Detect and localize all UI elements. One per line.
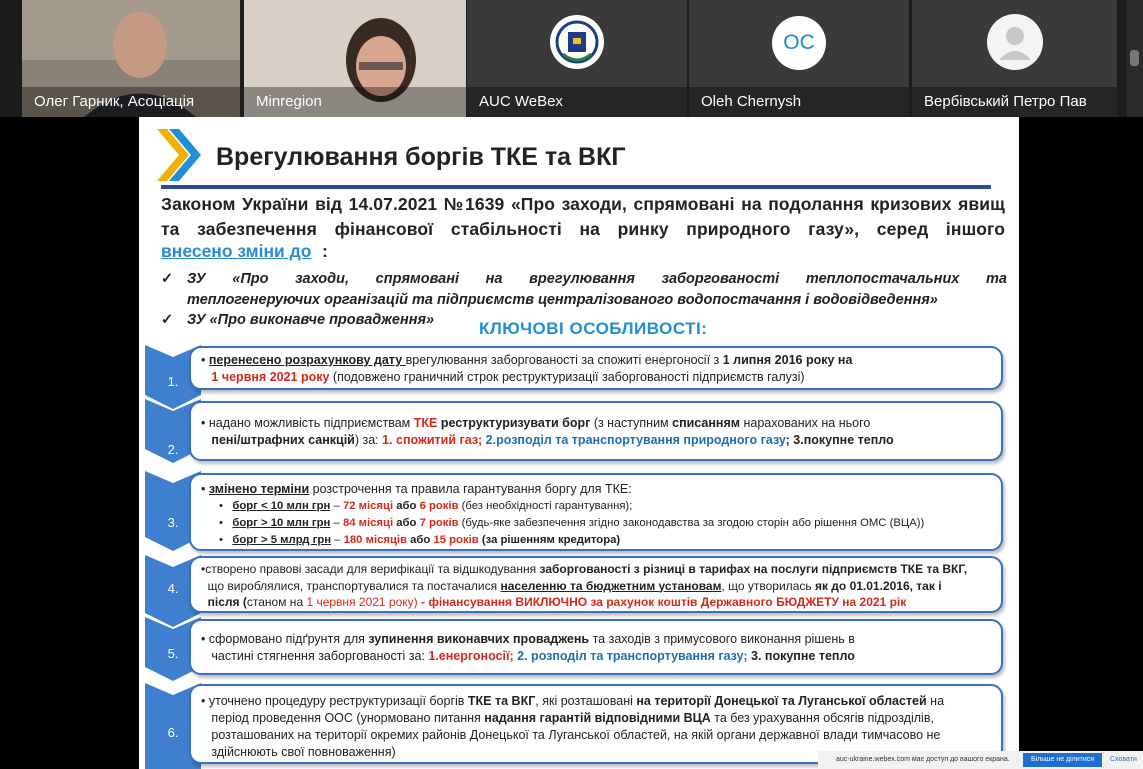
- features-title: КЛЮЧОВІ ОСОБЛИВОСТІ:: [479, 319, 708, 338]
- association-logo: [549, 14, 605, 70]
- intro-colon: :: [322, 241, 328, 261]
- law-item: ✓ ЗУ «Про заходи, спрямовані на врегулювання заборгованості теплопостачальних та теплогенеруючих організацій та підприємств централізованого водопостачання і водовідведення»: [161, 271, 1007, 308]
- item-number: 5.: [167, 646, 179, 661]
- participant-name: AUC WeBex: [467, 87, 687, 117]
- feature-item: •створено правові засади для верифікації та відшкодування заборгованості з різниці в тарифах на послуги підприємств ТКЕ та ВКГ, що вироблялися, транспортувалися та постачалися населенню та бюджетним установам, що утворилась як до 01.01.2016, так і після (станом на 1 червня 2021 року) - фінансування ВИКЛЮЧНО за рахунок коштів Державного БЮДЖЕТУ на 2021 рік: [189, 556, 1003, 613]
- participant-name: Oleh Chernysh: [689, 87, 909, 117]
- feature-item: • надано можливість підприємствам ТКЕ реструктуризувати борг (з наступним списанням нарахованих на нього пені/штрафних санкцій) за: 1. спожитий газ; 2.розподіл та транспортування природного газу; 3.покупне тепло: [189, 401, 1003, 461]
- participant-tile[interactable]: [244, 0, 466, 117]
- sub-item: • борг > 10 млн грн – 84 місяці або 7 років (будь-яке забезпечення згідно законодавства за згодою сторін або рішення ОМС (ВЦА)): [219, 517, 925, 529]
- participants-strip: [0, 0, 1143, 117]
- participant-name: Minregion: [244, 87, 466, 117]
- divider: [161, 185, 991, 189]
- intro-text: Законом України від 14.07.2021 №1639 «Про заходи, спрямовані на подолання кризових явищ та забезпечення фінансової стабільності на ринку природного газу», серед іншого: [161, 194, 1005, 239]
- feature-item: • уточнено процедуру реструктуризації боргів ТКЕ та ВКГ, які розташовані на території Донецької та Луганської областей на період проведення ООС (унормовано питання надання гарантій відповідними ВЦА та без урахування обсягів підрозділів, розташованих на території окремих районів Донецької та Луганської областей, на якій органи державної влади тимчасово не здійснюють свої повноваження): [189, 684, 1003, 764]
- participant-tile[interactable]: [22, 0, 240, 117]
- participant-tile[interactable]: [912, 0, 1117, 117]
- stop-sharing-button[interactable]: Більше не ділитися: [1023, 753, 1102, 767]
- share-notification: [818, 751, 1143, 769]
- feature-item: • сформовано підґрунтя для зупинення виконавчих проваджень та заходів з примусового виконання рішень в частині стягнення заборгованості за: 1.енергоносії; 2. розподіл та транспортування газу; 3. покупне тепло: [189, 619, 1003, 675]
- person-icon: [987, 14, 1043, 70]
- hide-link[interactable]: Сховати: [1110, 756, 1137, 763]
- sub-item: • борг < 10 млн грн – 72 місяці або 6 років (без необхідності гарантування);: [219, 500, 633, 512]
- slide-title: Врегулювання боргів ТКЕ та ВКГ: [216, 143, 626, 171]
- share-text: auc-ukraine.webex.com має доступ до вашого екрана.: [836, 756, 1010, 763]
- feature-item: • перенесено розрахункову дату врегулювання заборгованості за спожиті енергоносії з 1 липня 2016 року на 1 червня 2021 року (подовжено граничний строк реструктуризації заборгованості підприємств галузі): [189, 346, 1003, 390]
- item-number: 2.: [167, 442, 179, 457]
- law-item: ✓ ЗУ «Про виконавче провадження»: [161, 312, 435, 328]
- participant-name: Олег Гарник, Асоціація: [22, 87, 240, 117]
- item-number: 3.: [167, 515, 179, 530]
- avatar: OC: [772, 16, 826, 70]
- item-number: 1.: [167, 374, 179, 389]
- participant-tile[interactable]: [467, 0, 687, 117]
- sub-item: • борг > 5 млрд грн – 180 місяців або 15 років (за рішенням кредитора): [219, 534, 621, 546]
- participant-tile[interactable]: [689, 0, 909, 117]
- scrollbar-thumb[interactable]: [1130, 50, 1139, 66]
- shared-slide: [139, 117, 1019, 769]
- item-number: 6.: [167, 725, 179, 740]
- scrollbar[interactable]: [1127, 0, 1143, 117]
- arrow-logo-icon: [153, 127, 201, 183]
- participant-name: Вербівський Петро Пав: [912, 87, 1117, 117]
- intro-link: внесено зміни до: [161, 241, 312, 261]
- item-number: 4.: [167, 581, 179, 596]
- feature-item: • змінено терміни розстрочення та правила гарантування боргу для ТКЕ: • борг < 10 млн грн – 72 місяці або 6 років (без необхідності гарантування); • борг > 10 млн грн – 84 місяці або 7 років (будь-яке забезпечення згідно законодавства за згодою сторін або рішення ОМС (ВЦА)) • борг > 5 млрд грн – 180 місяців або 15 років (за рішенням кредитора): [189, 473, 1003, 551]
